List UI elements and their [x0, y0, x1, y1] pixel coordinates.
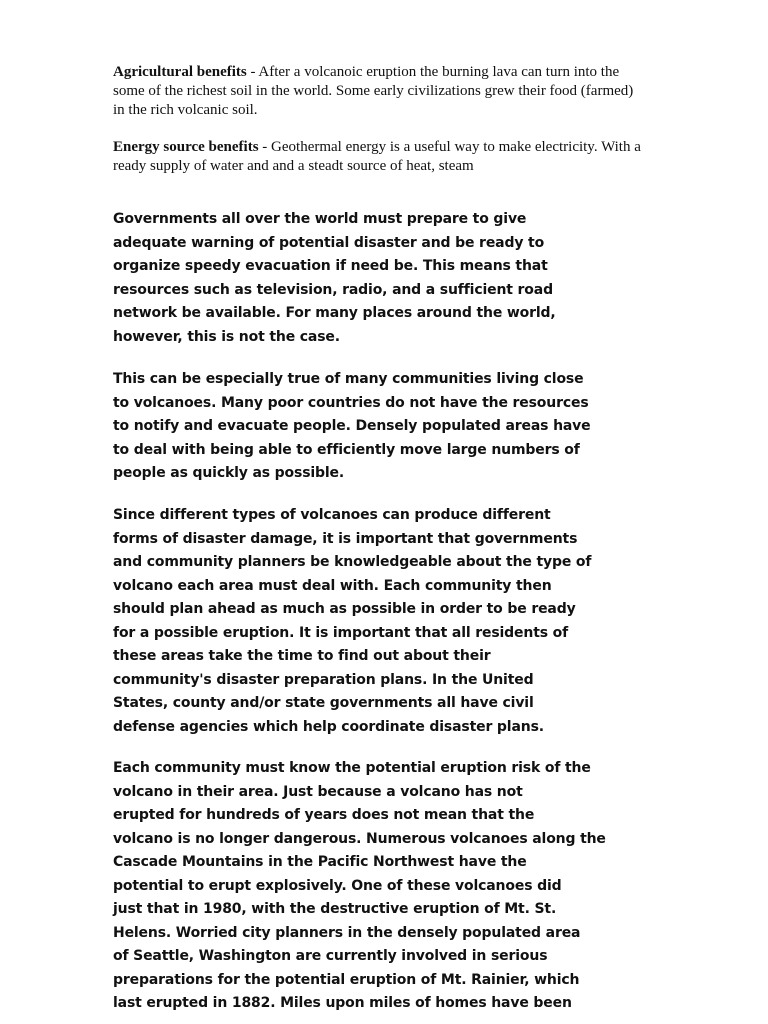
text-line: community's disaster preparation plans. In the United — [113, 671, 534, 688]
governments-paragraph — [113, 208, 633, 349]
energy-source-benefits-paragraph — [113, 138, 643, 176]
text-line: This can be especially true of many communities living close — [113, 371, 584, 387]
text-line: should plan ahead as much as possible in order to be ready — [113, 601, 576, 617]
text-line: preparations for the potential eruption of Mt. Rainier, which — [113, 971, 580, 988]
energy-source-benefits-term: Energy source benefits — [113, 139, 259, 155]
text-line: people as quickly as possible. — [113, 465, 345, 481]
text-line: organize speedy evacuation if need be. This means that — [113, 258, 548, 274]
text-line: network be available. For many places around the world, — [113, 305, 556, 321]
communities-paragraph — [113, 368, 633, 486]
text-line: just that in 1980, with the destructive eruption of Mt. St. — [113, 901, 557, 917]
text-line: volcano is no longer dangerous. Numerous volcanoes along the — [113, 830, 606, 847]
text-line: States, county and/or state governments all have civil — [113, 695, 534, 711]
volcano-types-paragraph — [113, 504, 633, 739]
text-line: however, this is not the case. — [113, 328, 340, 345]
text-line: of Seattle, Washington are currently involved in serious — [113, 948, 548, 964]
text-line: volcano in their area. Just because a volcano has not — [113, 783, 523, 800]
text-line: Governments all over the world must prepare to give — [113, 211, 527, 227]
text-line: forms of disaster damage, it is important that governments — [113, 530, 578, 547]
agricultural-benefits-text: - After a volcanoic eruption the burning lava can turn into the some of the richest soil in the world. Some early civilizations grew their food (farmed) in the rich volcanic soil. — [113, 64, 634, 118]
text-line: these areas take the time to find out about their — [113, 648, 491, 664]
text-line: last erupted in 1882. Miles upon miles of homes have been — [113, 995, 572, 1011]
eruption-risk-paragraph — [113, 757, 633, 1016]
agricultural-benefits-term: Agricultural benefits — [113, 64, 247, 80]
text-line: to volcanoes. Many poor countries do not have the resources — [113, 394, 589, 411]
text-line: to deal with being able to efficiently move large numbers of — [113, 441, 580, 458]
text-line: for a possible eruption. It is important that all residents of — [113, 624, 569, 641]
text-line: and community planners be knowledgeable about the type of — [113, 554, 592, 570]
text-line: to notify and evacuate people. Densely populated areas have — [113, 418, 591, 434]
text-line: Since different types of volcanoes can produce different — [113, 507, 551, 523]
text-line: adequate warning of potential disaster and be ready to — [113, 234, 545, 251]
text-line: volcano each area must deal with. Each community then — [113, 577, 552, 594]
agricultural-benefits-paragraph — [113, 63, 643, 120]
text-line: defense agencies which help coordinate disaster plans. — [113, 718, 544, 735]
text-line: Cascade Mountains in the Pacific Northwest have the — [113, 854, 527, 870]
text-line: potential to erupt explosively. One of these volcanoes did — [113, 877, 562, 894]
text-line: Helens. Worried city planners in the densely populated area — [113, 924, 581, 941]
energy-source-benefits-text: - Geothermal energy is a useful way to make electricity. With a ready supply of water and and a steadt source of heat, steam — [113, 139, 641, 174]
text-line: erupted for hundreds of years does not mean that the — [113, 807, 535, 823]
text-line: Each community must know the potential eruption risk of the — [113, 760, 591, 776]
text-line: resources such as television, radio, and a sufficient road — [113, 281, 553, 298]
